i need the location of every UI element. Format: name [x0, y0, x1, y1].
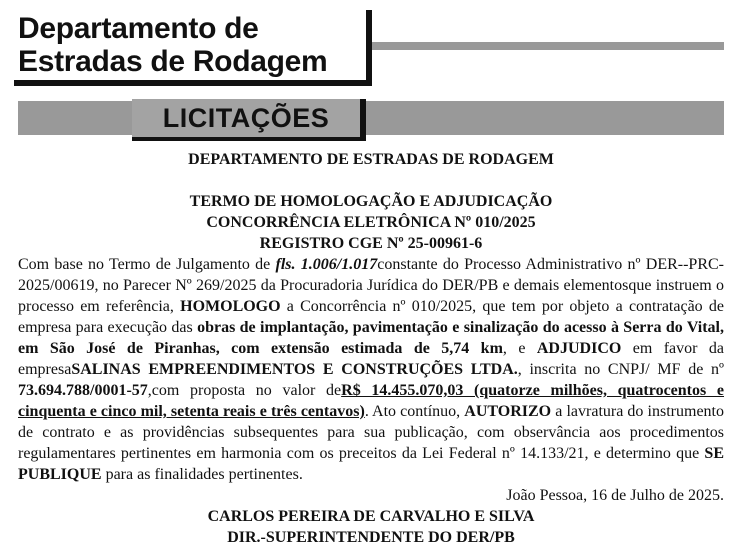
body-empresa: SALINAS EMPREENDIMENTOS E CONSTRUÇÕES LTDA.	[71, 361, 518, 378]
body-autorizo: AUTORIZO	[464, 403, 552, 420]
notice	[18, 147, 724, 548]
masthead-title	[18, 12, 327, 78]
body-homologo: HOMOLOGO	[180, 298, 281, 315]
masthead	[14, 10, 372, 86]
body-valor: R$ 14.455.070,03 (quatorze milhões, quatrocentos e cinquenta e cinco mil, setenta reais e três centavos)	[18, 382, 725, 420]
body-text-1: Com base no Termo de Julgamento de	[18, 256, 276, 273]
notice-subtitle: CONCORRÊNCIA ELETRÔNICA Nº 010/2025	[206, 214, 536, 231]
body-cnpj: 73.694.788/0001-57	[18, 382, 148, 399]
body-text-5: em favor da empresa	[18, 340, 725, 378]
body-publique: SE PUBLIQUE	[18, 445, 724, 483]
body-adjudico: ADJUDICO	[536, 340, 622, 357]
body-text-4: , e	[502, 340, 537, 357]
signatory-name: CARLOS PEREIRA DE CARVALHO E SILVA	[207, 508, 535, 525]
body-text-9: a lavratura do instrumento de contrato e as providências subsequentes para sua publicação, com observância aos procedimentos regulamentares pertinentes em harmonia com os preceitos da Lei Federal nº 14.133/21, e determino que	[18, 403, 724, 462]
body-text-3: a Concorrência nº 010/2025, que tem por objeto a contratação de empresa para execução das	[18, 298, 725, 336]
notice-date: João Pessoa, 16 de Julho de 2025.	[506, 487, 724, 504]
masthead-rule	[372, 42, 724, 50]
body-fls: fls. 1.006/1.017	[275, 256, 378, 273]
body-text-7: ,com proposta no valor de	[147, 382, 342, 399]
body-text-6: , inscrita no CNPJ/ MF de nº	[517, 361, 724, 378]
section-band	[18, 101, 724, 135]
notice-department: DEPARTAMENTO DE ESTRADAS DE RODAGEM	[188, 151, 554, 168]
notice-registry: REGISTRO CGE Nº 25-00961-6	[259, 235, 483, 252]
notice-title: TERMO DE HOMOLOGAÇÃO E ADJUDICAÇÃO	[189, 193, 553, 210]
notice-body	[18, 254, 724, 485]
masthead-title-line1: Departamento de	[18, 12, 259, 45]
body-text-10: para as finalidades pertinentes.	[101, 466, 303, 483]
masthead-title-line2: Estradas de Rodagem	[18, 45, 328, 78]
section-label-box	[132, 99, 366, 141]
body-text-2: constante do Processo Administrativo nº DER--PRC-2025/00619, no Parecer Nº 269/2025 da Procuradoria Jurídica do DER/PB e demais elementosque instruem o processo em referência,	[18, 256, 724, 315]
body-obras: obras de implantação, pavimentação e sinalização do acesso à Serra do Vital, em São José de Piranhas, com extensão estimada de 5,74 km	[18, 319, 725, 357]
signatory-role: DIR.-SUPERINTENDENTE DO DER/PB	[227, 529, 515, 546]
spacer	[18, 170, 724, 191]
section-label: LICITAÇÕES	[162, 102, 330, 133]
body-text-8: . Ato contínuo,	[364, 403, 465, 420]
